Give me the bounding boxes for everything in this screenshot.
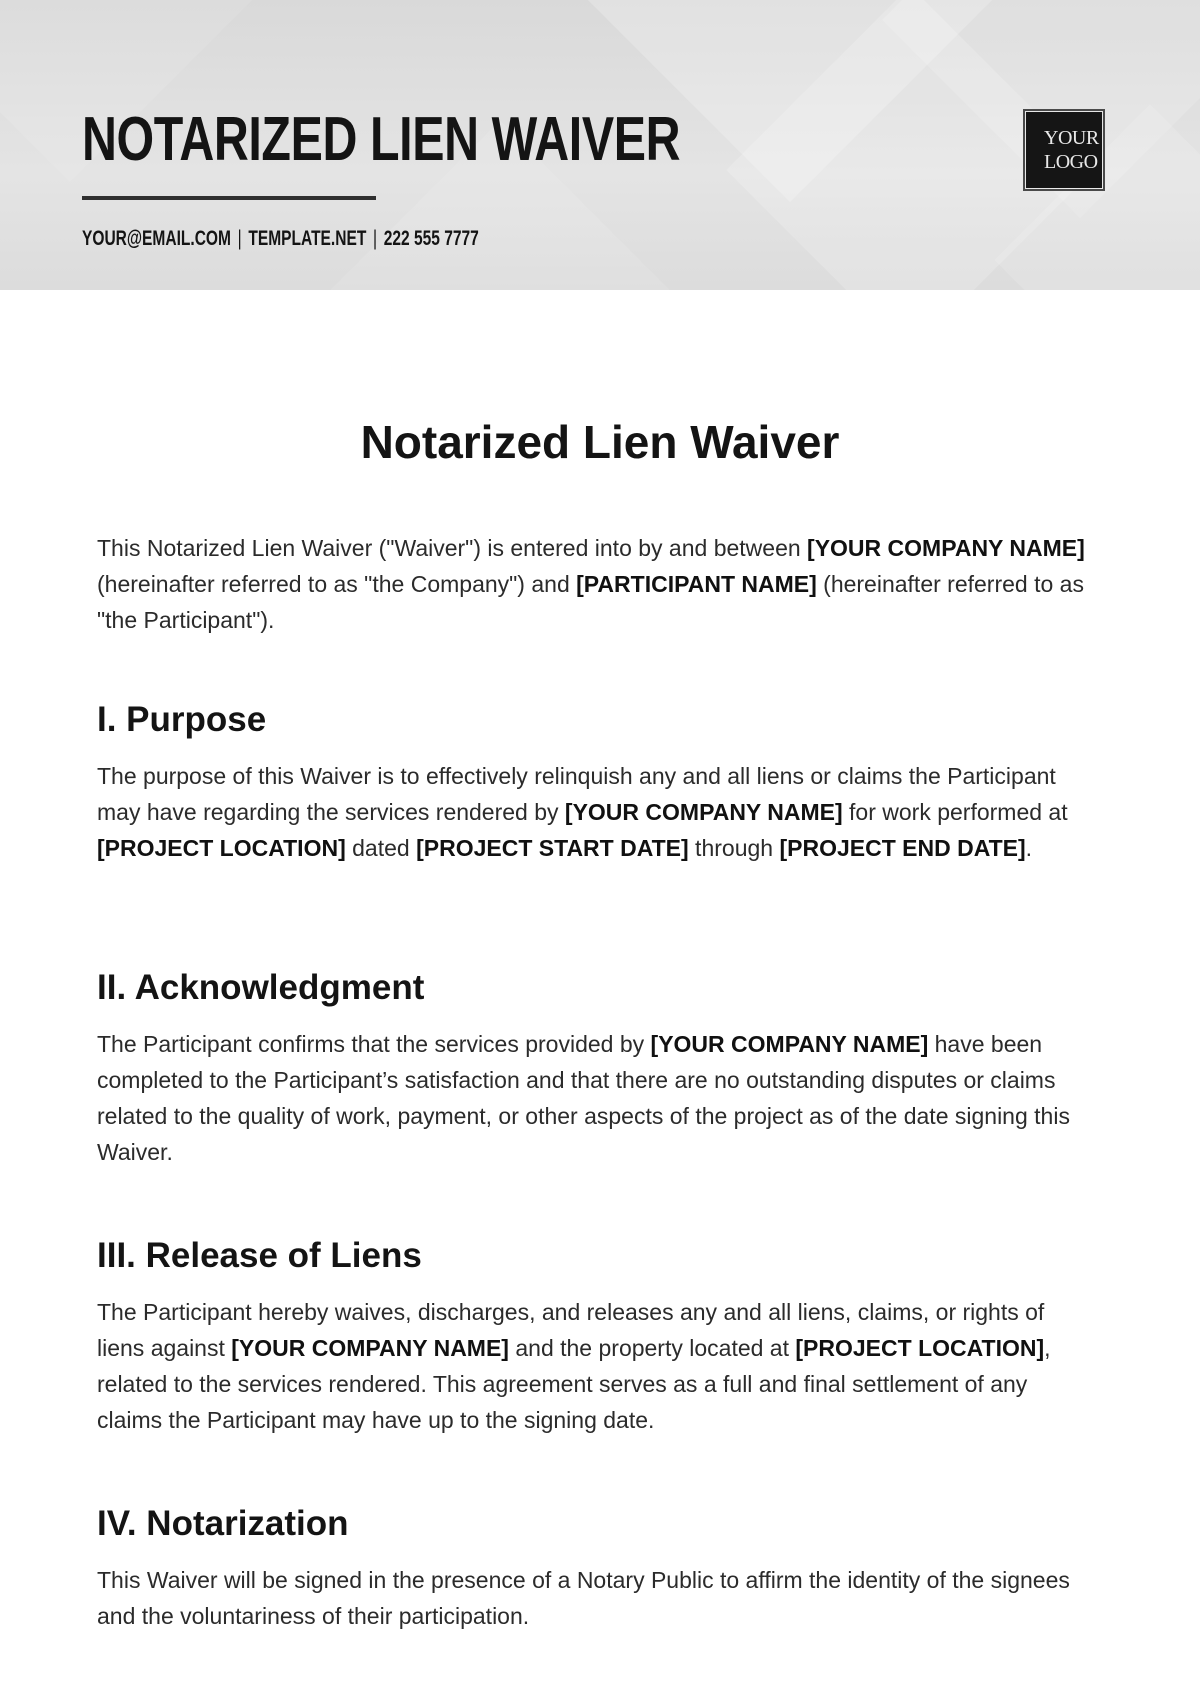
text-run: dated bbox=[345, 835, 417, 861]
header-title: NOTARIZED LIEN WAIVER bbox=[82, 105, 681, 174]
text-run: have been completed to the Participant’s satisfaction and that there are no outstanding disputes or claims related to the quality of work, payment, or other aspects of the project as of the date signing this Waiver. bbox=[97, 1031, 1070, 1165]
text-run: The purpose of this Waiver is to effectively relinquish any and all liens or claims the Participant may have regarding the services rendered by bbox=[97, 763, 1056, 825]
header-banner bbox=[0, 0, 1200, 290]
text-run: (hereinafter referred to as "the Company") and bbox=[97, 571, 577, 597]
text-run: The Participant confirms that the services provided by bbox=[97, 1031, 651, 1057]
section-paragraph: This Waiver will be signed in the presence of a Notary Public to affirm the identity of the signees and the voluntariness of their participation. bbox=[97, 1567, 1070, 1629]
section-heading: IV. Notarization bbox=[97, 1504, 349, 1543]
placeholder-project-location: [PROJECT LOCATION] bbox=[795, 1335, 1045, 1361]
section-paragraph bbox=[97, 1026, 1097, 1170]
intro-paragraph bbox=[97, 530, 1097, 638]
contact-separator: | bbox=[372, 227, 378, 250]
section-purpose bbox=[97, 698, 1097, 866]
placeholder-company-name: [YOUR COMPANY NAME] bbox=[650, 1031, 929, 1057]
header-divider bbox=[82, 196, 376, 200]
section-heading: I. Purpose bbox=[97, 700, 267, 739]
text-run: This Notarized Lien Waiver ("Waiver") is entered into by and between bbox=[97, 535, 808, 561]
section-heading: III. Release of Liens bbox=[97, 1236, 422, 1275]
text-run: for work performed at bbox=[842, 799, 1068, 825]
section-acknowledgment bbox=[97, 966, 1097, 1170]
text-run: The Participant hereby waives, discharges, and releases any and all liens, claims, or rights of liens against bbox=[97, 1299, 1045, 1361]
section-heading: II. Acknowledgment bbox=[97, 968, 425, 1007]
section-paragraph bbox=[97, 1294, 1097, 1438]
placeholder-project-end-date: [PROJECT END DATE] bbox=[779, 835, 1026, 861]
placeholder-company-name: [YOUR COMPANY NAME] bbox=[807, 535, 1085, 561]
text-run: . bbox=[1025, 835, 1033, 861]
document-title: Notarized Lien Waiver bbox=[360, 416, 840, 468]
contact-line bbox=[82, 226, 479, 252]
text-run: through bbox=[688, 835, 780, 861]
placeholder-participant-name: [PARTICIPANT NAME] bbox=[576, 571, 817, 597]
placeholder-company-name: [YOUR COMPANY NAME] bbox=[231, 1335, 509, 1361]
company-logo bbox=[1026, 112, 1102, 188]
contact-separator: | bbox=[237, 227, 242, 250]
contact-phone: 222 555 7777 bbox=[383, 227, 479, 250]
section-paragraph bbox=[97, 758, 1097, 866]
placeholder-project-start-date: [PROJECT START DATE] bbox=[416, 835, 689, 861]
text-run: and the property located at bbox=[508, 1335, 796, 1361]
logo-text: YOUR LOGO bbox=[1044, 127, 1099, 173]
section-release-of-liens bbox=[97, 1234, 1097, 1438]
text-run: , related to the services rendered. This agreement serves as a full and final settlement of any claims the Participant may have up to the signing date. bbox=[97, 1335, 1051, 1433]
section-notarization bbox=[97, 1502, 1097, 1634]
placeholder-project-location: [PROJECT LOCATION] bbox=[97, 835, 346, 861]
contact-website: TEMPLATE.NET bbox=[248, 227, 367, 250]
contact-email: YOUR@EMAIL.COM bbox=[82, 227, 231, 250]
placeholder-company-name: [YOUR COMPANY NAME] bbox=[564, 799, 843, 825]
text-run: (hereinafter referred to as "the Participant"). bbox=[97, 571, 1084, 633]
